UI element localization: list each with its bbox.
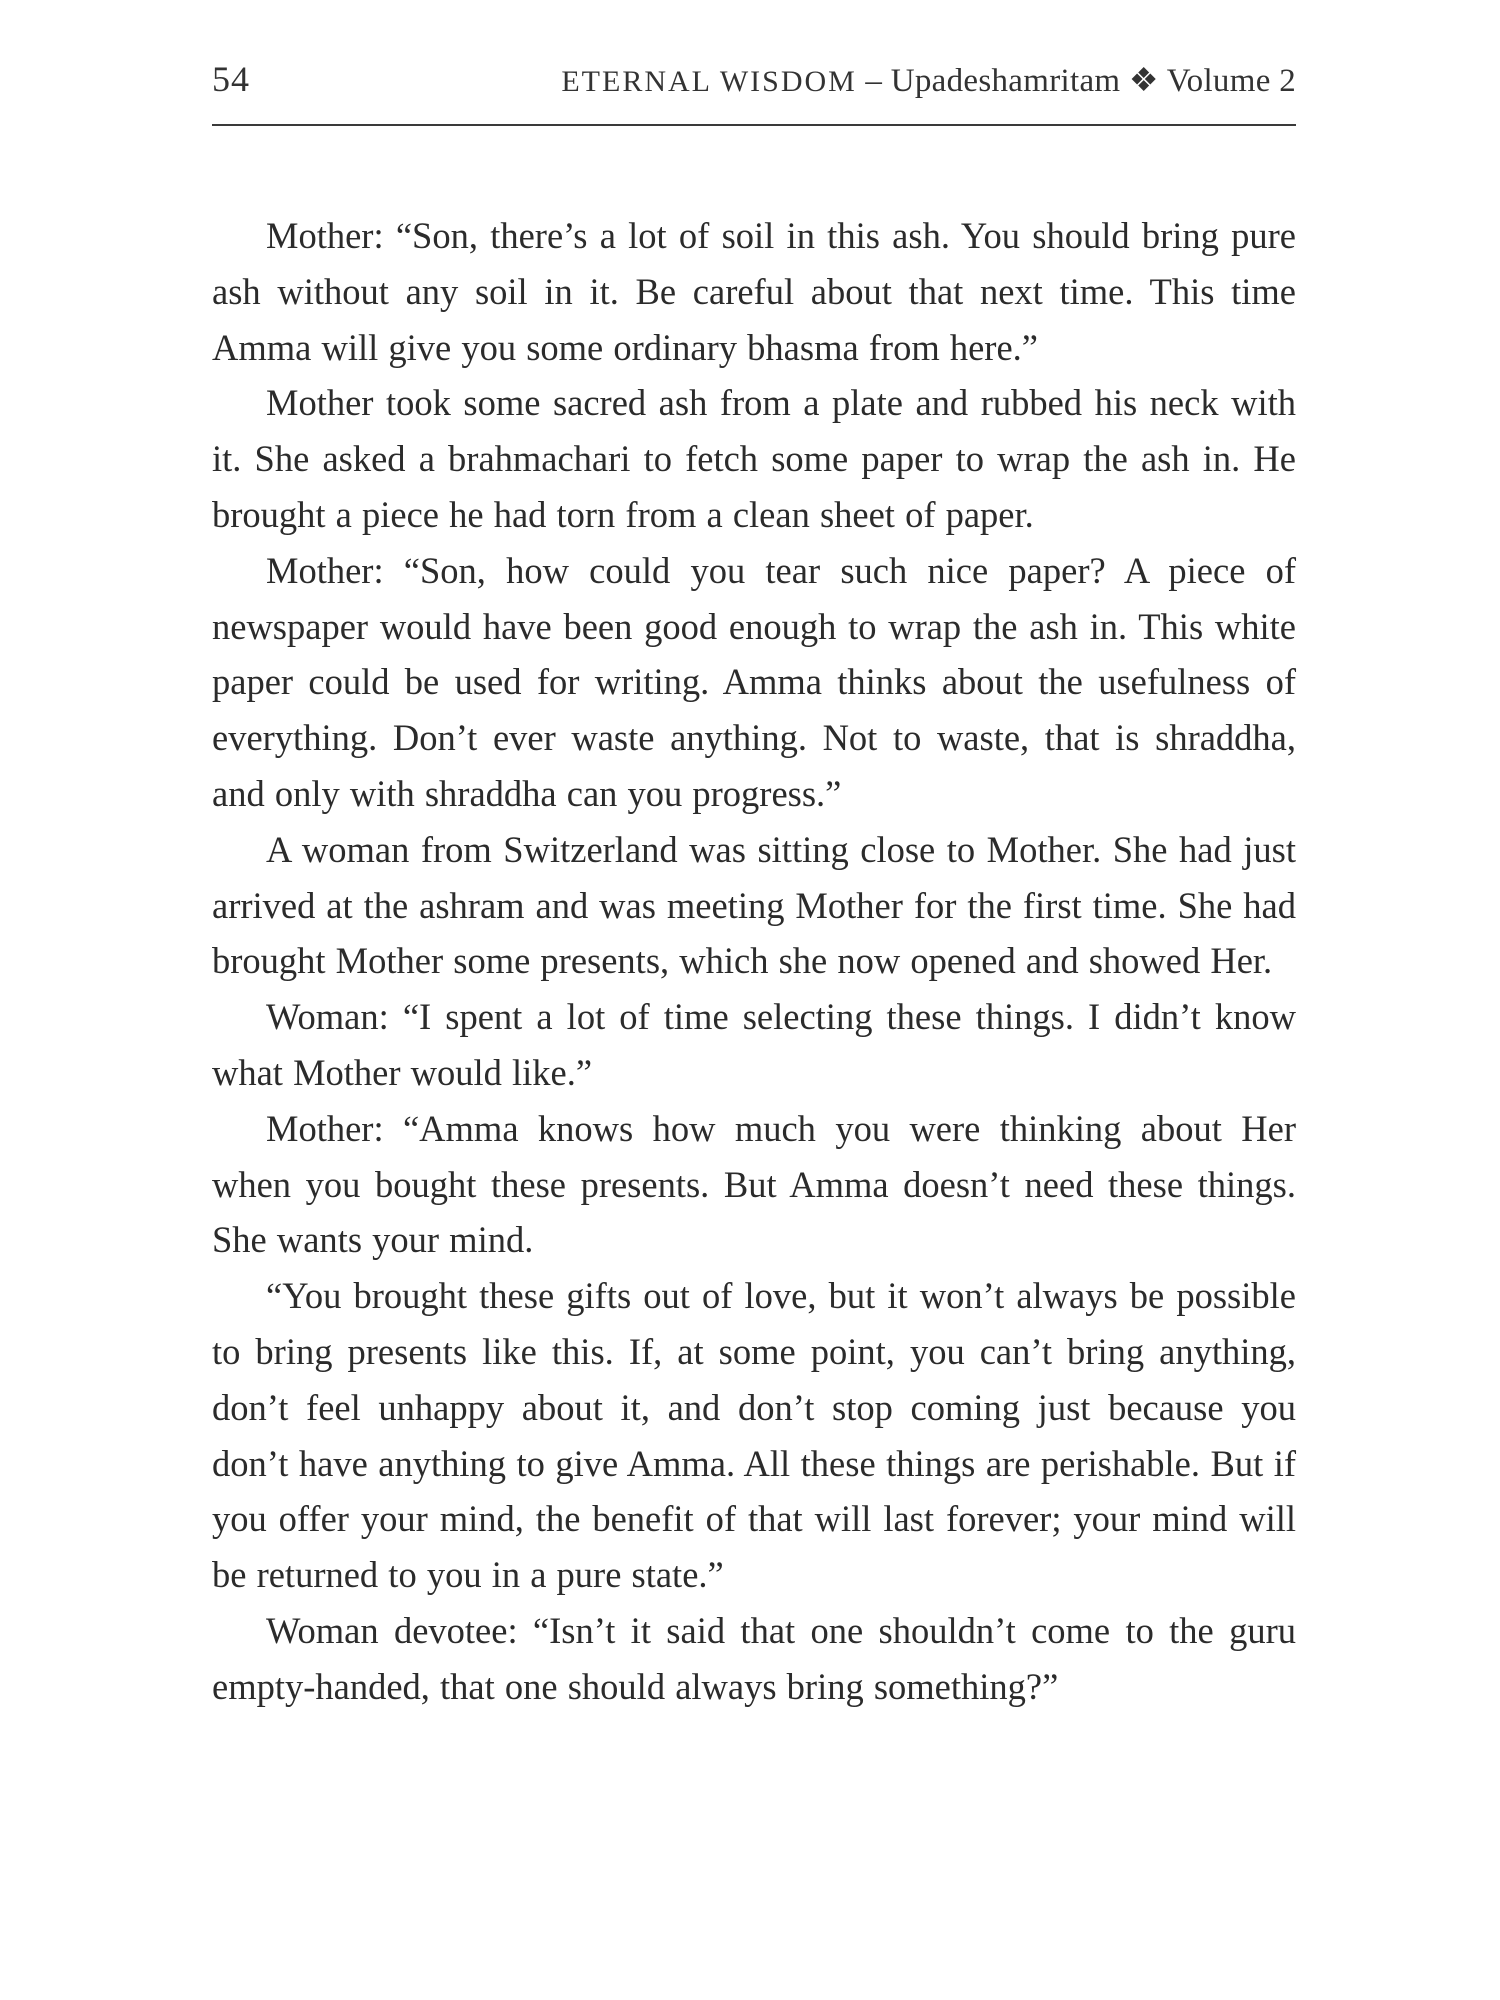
ornament-icon: ❖ (1128, 63, 1159, 99)
body-text (212, 208, 1296, 1715)
paragraph: Mother: “Amma knows how much you were thinking about Her when you bought these presents. But Amma doesn’t need these things. She wants your mind. (212, 1107, 1296, 1261)
paragraph: Mother: “Son, there’s a lot of soil in this ash. You should bring pure ash without any soil in it. Be careful about that next time. This time Amma will give you some ordinary bhasma from here.” (212, 215, 1296, 368)
paragraph: A woman from Switzerland was sitting close to Mother. She had just arrived at the ashram and was meeting Mother for the first time. She had brought Mother some presents, which she now opened and showed Her. (212, 828, 1296, 982)
paragraph: Mother: “Son, how could you tear such nice paper? A piece of newspaper would have been good enough to wrap the ash in. This white paper could be used for writing. Amma thinks about the usefulness of everything. Don’t ever waste anything. Not to waste, that is shraddha, and only with shraddha can you progress.” (212, 549, 1296, 814)
header-rule (212, 124, 1296, 126)
paragraph: Mother took some sacred ash from a plate and rubbed his neck with it. She asked a brahmachari to fetch some paper to wrap the ash in. He brought a piece he had torn from a clean sheet of paper. (212, 382, 1296, 535)
running-title (561, 60, 1296, 100)
paragraph: Woman devotee: “Isn’t it said that one shouldn’t come to the guru empty-handed, that one should always bring something?” (212, 1609, 1296, 1707)
paragraph: Woman: “I spent a lot of time selecting these things. I didn’t know what Mother would like.” (212, 996, 1296, 1093)
paragraph: “You brought these gifts out of love, but it won’t always be possible to bring presents like this. If, at some point, you can’t bring anything, don’t feel unhappy about it, and don’t stop coming just because you don’t have anything to give Amma. All these things are perishable. But if you offer your mind, the benefit of that will last forever; your mind will be returned to you in a pure state.” (212, 1275, 1296, 1596)
title-separator: – (856, 63, 891, 99)
book-subtitle: Upadeshamritam (890, 63, 1121, 99)
page-number: 54 (212, 59, 250, 99)
volume-label: Volume 2 (1166, 63, 1296, 99)
book-title: ETERNAL WISDOM (561, 65, 857, 98)
running-head (212, 58, 1296, 118)
